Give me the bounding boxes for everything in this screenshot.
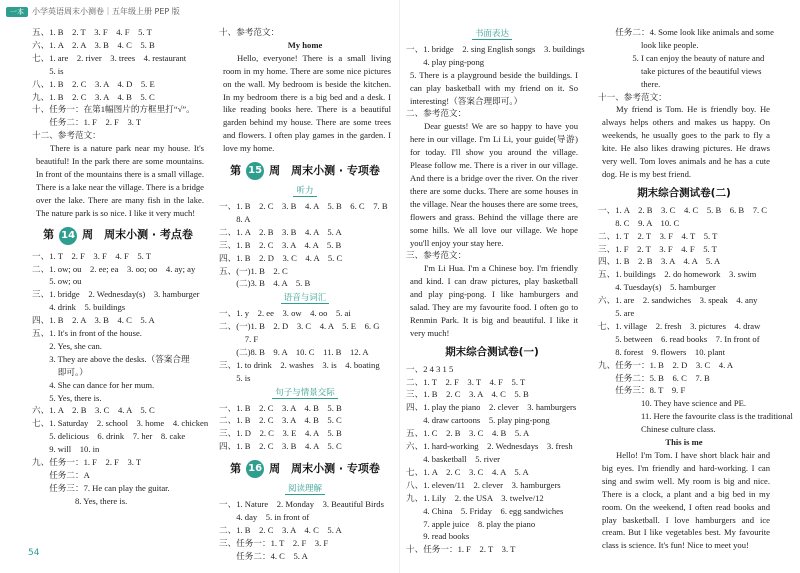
answer-line: 4. play ping-pong <box>406 56 485 67</box>
week-number-badge: 15 <box>246 162 264 180</box>
answer-line: 5. is <box>32 65 64 76</box>
answer-line: 任务二：4. C 5. A <box>219 550 308 561</box>
answer-line: 四、1. B 2. C 3. B 4. A 5. C <box>219 441 342 452</box>
answer-line: 一、1. B 2. C 3. A 4. B 5. B <box>219 402 342 413</box>
section-banner <box>219 459 391 479</box>
section-title: 周 周末小测 · 考点卷 <box>82 228 193 242</box>
answer-line: 5. ow; ou <box>32 276 82 287</box>
answer-line: 任务三：8. T 9. F <box>598 385 686 396</box>
answer-line: 3. They are above the desks.（答案合理 <box>32 353 190 364</box>
subsection-heading <box>219 292 391 305</box>
answer-line: 4. China 5. Friday 6. egg sandwiches <box>406 505 564 516</box>
answer-line: 任务二：5. B 6. C 7. B <box>598 372 710 383</box>
column-3 <box>406 26 585 556</box>
section-di: 第 <box>230 163 242 177</box>
answer-line: 三、1. B 2. C 3. A 4. A 5. B <box>219 239 342 250</box>
answer-line: 9. will 10. in <box>32 444 100 455</box>
subsection-label: 书面表达 <box>472 29 512 40</box>
column-2 <box>219 26 391 563</box>
answer-line: 二、1. T 2. F 3. T 4. F 5. T <box>406 376 526 387</box>
answer-line: 4. day 5. in front of <box>219 512 310 522</box>
answer-line: 11. Here the favourite class is the traditional <box>598 411 793 422</box>
answer-line: 7. apple juice 8. play the piano <box>406 518 536 529</box>
answer-line: 4. drink 5. buildings <box>32 302 126 313</box>
page-spine <box>399 0 400 573</box>
answer-line: 2. Yes, she can. <box>32 340 102 351</box>
answer-line: 5. between 6. read books 7. In front of <box>598 333 760 344</box>
answer-line: Chinese culture class. <box>598 424 716 435</box>
answer-line: 二、1. T 2. T 3. F 4. T 5. T <box>598 230 718 241</box>
answer-line: 一、1. y 2. ee 3. ow 4. oo 5. ai <box>219 308 351 319</box>
answer-line: 三、1. to drink 2. washes 3. is 4. boating <box>219 359 380 370</box>
answer-line: 4. draw cartoons 5. play ping-pong <box>406 415 550 426</box>
answer-line: 即可。） <box>32 366 88 377</box>
essay-paragraph: Hello, everyone! There is a small living room in my home. There are some nice pictures on the wall. My bedroom is beside the kitchen. In my bedroom there is a big bed and a desk. I like reading books here. There is a beautiful garden behind my house. There are some trees and flowers. I often play games in the garden. I love my home. <box>223 52 391 154</box>
answer-line: 二、1. B 2. C 3. A 4. B 5. C <box>219 415 342 426</box>
book-title: 小学英语周末小测卷｜五年级上册 PEP 版 <box>32 7 180 16</box>
answer-line: 5. is <box>219 372 251 383</box>
answer-lines <box>32 250 209 508</box>
subsection-heading <box>219 387 391 400</box>
answer-line: 4. She can dance for her mum. <box>32 379 155 390</box>
subsection-heading <box>219 185 391 198</box>
answer-line: 5. are <box>598 308 635 319</box>
answer-line: 二、(一)1. B 2. D 3. C 4. A 5. E 6. G <box>219 321 380 332</box>
exam-title: 期末综合测试卷(二) <box>637 186 731 199</box>
essay-intro: 三、参考范文： <box>406 250 467 261</box>
answer-line: 四、1. B 2. D 3. C 4. A 5. C <box>219 252 343 263</box>
section-banner <box>219 161 391 181</box>
answer-line: 五、(一)1. B 2. C <box>219 265 288 276</box>
answer-line: 八、1. eleven/11 2. clever 3. hamburgers <box>406 479 561 490</box>
answer-lines <box>32 26 204 142</box>
answer-line: 一、1. A 2. B 3. C 4. C 5. B 6. B 7. C <box>598 204 768 215</box>
answer-lines <box>219 402 391 454</box>
answer-line: 五、1. C 2. B 3. C 4. B 5. A <box>406 428 530 439</box>
answer-line: 十二、参考范文： <box>32 130 101 141</box>
essay-paragraph: I'm Li Hua. I'm a Chinese boy. I'm friendly and kind. I can draw pictures, play basketball and play ping-pong. I like hamburgers and salad. They are my favourite food. I often go to Renmin Park. It is big and beautiful. I like it very much! <box>410 263 578 338</box>
answer-line: 三、1. D 2. C 3. E 4. A 5. B <box>219 428 342 439</box>
section-di: 第 <box>43 228 55 242</box>
answer-line: 十、任务一：1. F 2. T 3. T <box>406 544 516 555</box>
answer-line: 7. F <box>219 334 259 345</box>
answer-line: (二)3. B 4. A 5. B <box>219 278 311 289</box>
essay-title: This is me <box>665 437 703 448</box>
brand-logo: 一本 <box>6 7 28 17</box>
answer-line: 七、1. village 2. fresh 3. pictures 4. draw <box>598 320 761 331</box>
answer-line: 二、1. ow; ou 2. ee; ea 3. oo; oo 4. ay; ay <box>32 263 196 274</box>
answer-line: 六、1. hard-working 2. Wednesdays 3. fresh <box>406 441 573 452</box>
essay-title: My home <box>287 39 323 50</box>
answer-line: 任务二：1. F 2. F 3. T <box>32 117 142 128</box>
answer-line: (二)8. B 9. A 10. C 11. B 12. A <box>219 346 369 357</box>
answer-line: 一、1. Nature 2. Monday 3. Beautiful Birds <box>219 499 384 510</box>
answer-line: 四、1. B 2. B 3. A 4. A 5. A <box>598 256 721 267</box>
answer-line: 4. basketball 5. river <box>406 454 501 464</box>
section-di: 第 <box>230 461 242 475</box>
answer-line: 八、1. B 2. C 3. A 4. D 5. E <box>32 78 155 89</box>
answer-line: 九、1. B 2. C 3. A 4. B 5. C <box>32 91 155 102</box>
week-number-badge: 14 <box>59 227 77 245</box>
answer-line: 三、任务一：1. T 2. F 3. F <box>219 537 329 548</box>
essay-paragraph: There is a nature park near my house. It's beautiful! In the park there are some mountains. In front of the mountains there is a small village. There is a lake near the village. There is a bridge over the lake. There are many fish in the lake. The nature park is so nice. I like it very much! <box>36 143 204 218</box>
answer-line: 六、1. are 2. sandwiches 3. speak 4. any <box>598 295 758 306</box>
answer-line: 四、1. play the piano 2. clever 3. hamburgers <box>406 402 577 413</box>
essay-intro: 二、参考范文： <box>406 108 467 119</box>
section-title: 周 周末小测 · 专项卷 <box>269 163 380 177</box>
page-header <box>6 6 180 17</box>
answer-line: 任务三：7. He can play the guitar. <box>32 482 170 493</box>
answer-line: 二、1. A 2. B 3. B 4. A 5. A <box>219 226 342 237</box>
answer-line: 三、1. F 2. T 3. F 4. F 5. T <box>598 243 717 254</box>
answer-line: 5. Yes, there is. <box>32 392 102 403</box>
essay-paragraph: Hello! I'm Tom. I have short black hair and big eyes. I'm friendly and hard-working. I can sing and swim well. My room is big and nice. There is a clock, a plant and a big bed in my room. On the weekend, I often read books and play basketball. I love hamburgers and ice cream. But I like vegetables best. My favourite class is science. It's fun! Nice to meet you! <box>602 450 770 551</box>
week-number-badge: 16 <box>246 460 264 478</box>
essay-intro: 十、参考范文： <box>219 27 280 37</box>
answer-line: look like people. <box>598 39 699 50</box>
answer-line: 六、1. A 2. A 3. B 4. C 5. B <box>32 39 155 50</box>
answer-line: 五、1. buildings 2. do homework 3. swim <box>598 269 757 280</box>
answer-line: 七、1. A 2. C 3. C 4. A 5. A <box>406 466 529 477</box>
answer-line: 四、1. B 2. A 3. B 4. C 5. A <box>32 315 155 326</box>
exam-title: 期末综合测试卷(一) <box>445 345 539 358</box>
answer-lines <box>598 26 774 103</box>
essay-paragraph: My friend is Tom. He is friendly boy. He always helps others and makes us happy. On weekends, he usually goes to the park to fly a kite. He also likes drawing pictures. He draws very well. Tom loves animals and he has a cute dog. He is my best friend. <box>602 104 770 179</box>
subsection-heading <box>406 28 578 41</box>
answer-line: 十一、参考范文： <box>598 91 667 102</box>
answer-line: 九、1. Lily 2. the USA 3. twelve/12 <box>406 492 544 503</box>
answer-line: 十、任务一：在第1幅图片的方框里打“√”。 <box>32 104 195 115</box>
answer-line: 五、1. It's in front of the house. <box>32 328 142 339</box>
section-title: 周 周末小测 · 专项卷 <box>269 461 380 475</box>
answer-line: 任务二：4. Some look like animals and some <box>598 27 774 37</box>
answer-line: 任务二：A <box>32 470 90 480</box>
column-4 <box>598 26 793 552</box>
subsection-label: 语音与词汇 <box>281 293 330 304</box>
answer-line: 8. C 9. A 10. C <box>598 217 680 228</box>
answer-line: 4. Tuesday(s) 5. hamburger <box>598 282 716 293</box>
subsection-label: 阅读理解 <box>285 484 325 495</box>
answer-lines <box>598 204 793 436</box>
answer-line: 8. forest 9. flowers 10. plant <box>598 346 725 357</box>
subsection-label: 听力 <box>293 186 316 197</box>
answer-line: 8. A <box>219 213 251 224</box>
subsection-label: 句子与情景交际 <box>272 388 338 399</box>
answer-lines <box>219 307 391 384</box>
answer-line: 五、1. B 2. T 3. F 4. F 5. T <box>32 27 152 37</box>
answer-line: 一、1. bridge 2. sing English songs 3. buildings <box>406 43 585 54</box>
answer-line: there. <box>598 78 661 89</box>
answer-line: 九、任务一：1. F 2. F 3. T <box>32 457 142 468</box>
answer-line: 5. delicious 6. drink 7. her 8. cake <box>32 431 186 442</box>
answer-line: 9. read books <box>406 531 470 542</box>
answer-line: 七、1. Saturday 2. school 3. home 4. chicken <box>32 418 209 429</box>
answer-line: 九、任务一：1. B 2. D 3. C 4. A <box>598 359 734 370</box>
answer-line: 5. I can enjoy the beauty of nature and <box>598 52 765 63</box>
page-number: 54 <box>28 548 40 558</box>
answer-line: 一、1. B 2. C 3. B 4. A 5. B 6. C 7. B <box>219 200 388 211</box>
answer-line: take pictures of the beautiful views <box>598 65 762 76</box>
answer-line: 三、1. bridge 2. Wednesday(s) 3. hamburger <box>32 289 200 300</box>
section-banner <box>32 226 204 246</box>
answer-lines <box>406 43 585 69</box>
essay-paragraph: Dear guests! We are so happy to have you here in our village. I'm Li Li, your guide(导游) for today. I'll show you around the village. Please follow me. There is a river in our village. And there is a bridge over the river. On the river there are some ducks. There are some houses in the village. Near the houses there are some trees, flowers and grass. Behind the village there are some hills. We all love our village. We hope you'll enjoy your stay here. <box>410 121 578 248</box>
subsection-heading <box>219 483 391 496</box>
answer-lines <box>219 498 391 563</box>
answer-line: 二、1. B 2. C 3. A 4. C 5. A <box>219 524 342 535</box>
answer-paragraph: 5. There is a playground beside the buildings. I can play basketball with my friend on it. So interesting!（答案合理即可。） <box>410 69 578 106</box>
column-1 <box>32 26 209 508</box>
answer-line: 一、2 4 3 1 5 <box>406 363 454 374</box>
answer-line: 一、1. T 2. F 3. F 4. F 5. T <box>32 250 152 261</box>
answer-line: 七、1. are 2. river 3. trees 4. restaurant <box>32 52 187 63</box>
answer-line: 10. They have science and PE. <box>598 398 747 409</box>
answer-line: 三、1. B 2. C 3. A 4. C 5. B <box>406 389 529 400</box>
answer-line: 六、1. A 2. B 3. C 4. A 5. C <box>32 405 155 416</box>
answer-lines <box>219 200 391 290</box>
answer-lines <box>406 363 578 557</box>
answer-line: 8. Yes, there is. <box>32 495 128 506</box>
